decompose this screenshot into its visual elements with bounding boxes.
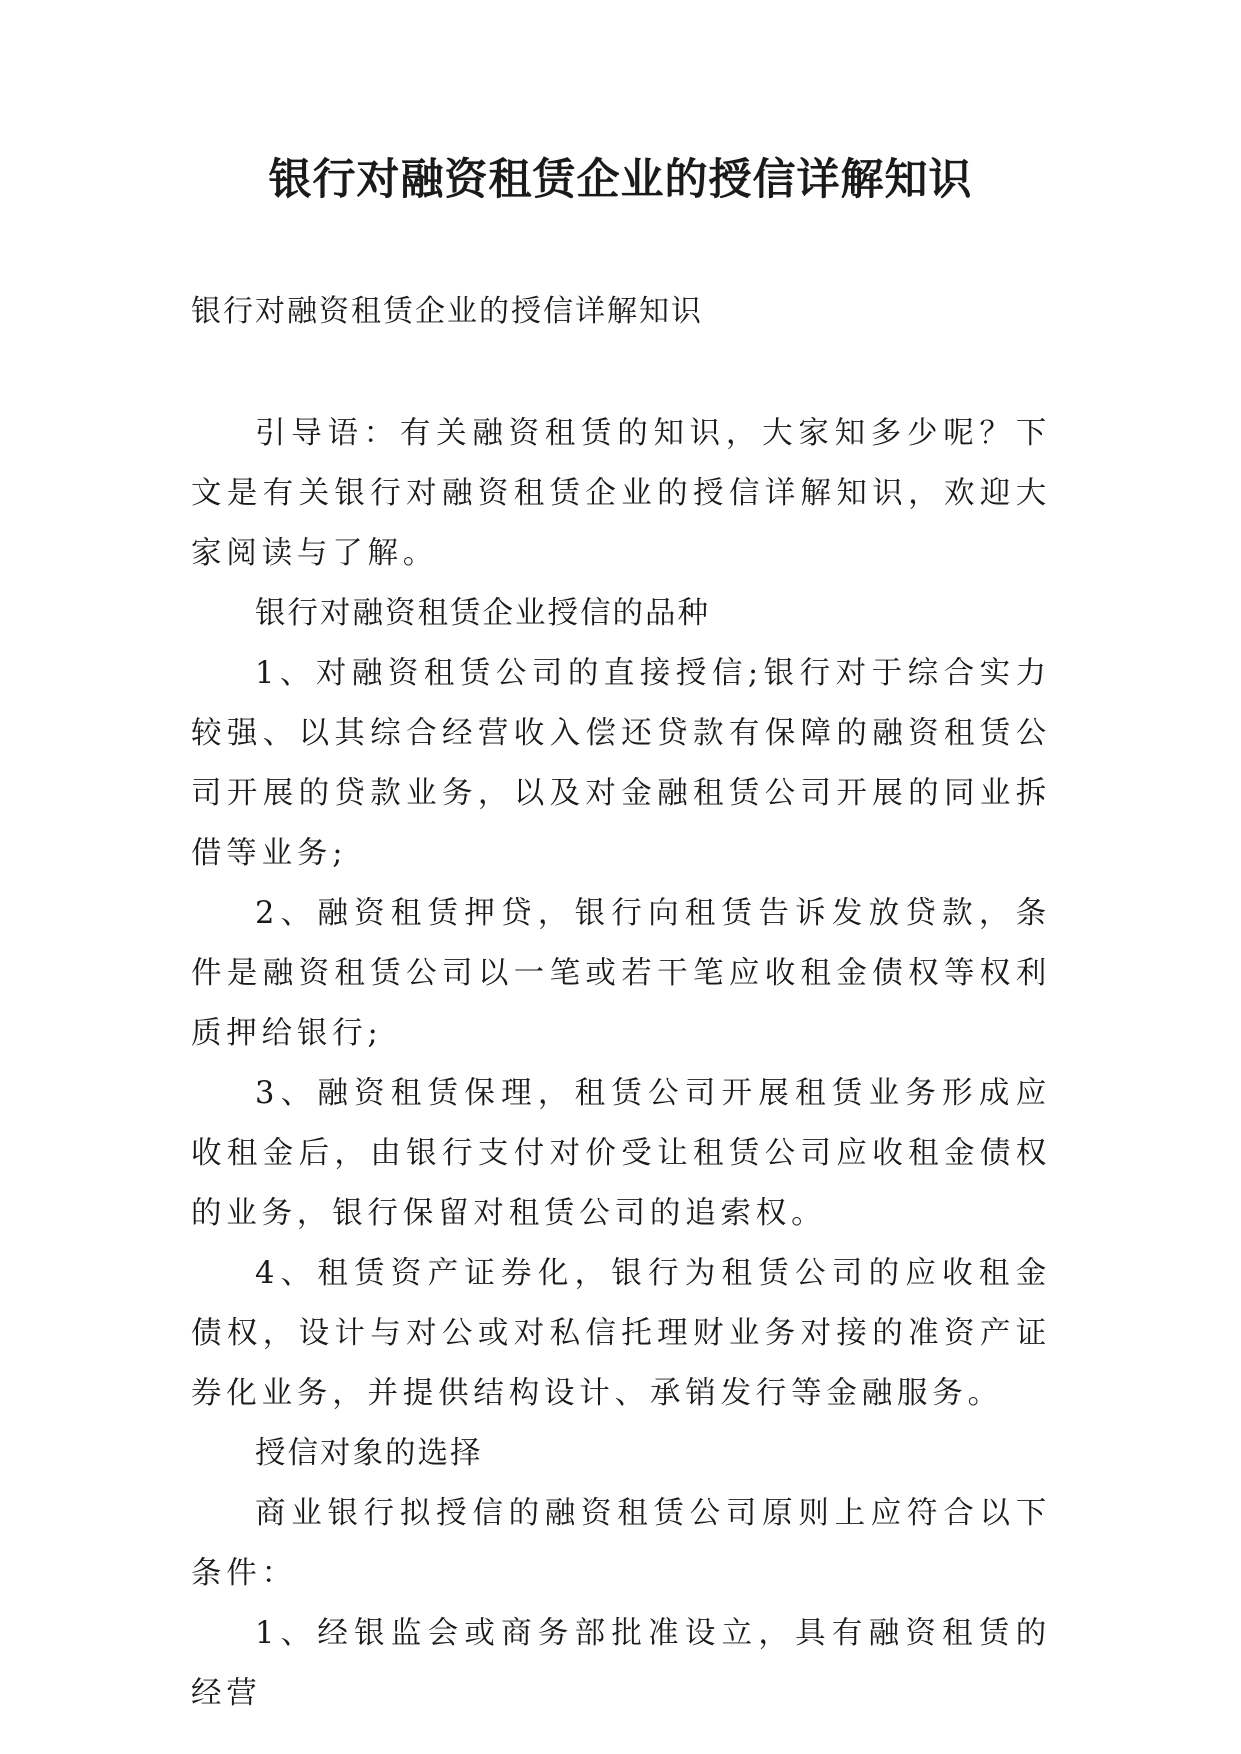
paragraph-target-conditions: 商业银行拟授信的融资租赁公司原则上应符合以下条件： <box>191 1496 1051 1591</box>
document-body <box>191 404 1051 1724</box>
intro-paragraph: 引导语：有关融资租赁的知识，大家知多少呢？下文是有关银行对融资租赁企业的授信详解知识，欢迎大家阅读与了解。 <box>191 416 1051 571</box>
section-heading-credit-target: 授信对象的选择 <box>255 1436 483 1471</box>
document-title: 银行对融资租赁企业的授信详解知识 <box>268 155 973 205</box>
paragraph-lease-securitization: 4、租赁资产证券化，银行为租赁公司的应收租金债权，设计与对公或对私信托理财业务对接的准资产证券化业务，并提供结构设计、承销发行等金融服务。 <box>191 1256 1051 1411</box>
document-subtitle: 银行对融资租赁企业的授信详解知识 <box>191 294 703 329</box>
section-heading-credit-types: 银行对融资租赁企业授信的品种 <box>255 596 710 631</box>
paragraph-direct-credit: 1、对融资租赁公司的直接授信;银行对于综合实力较强、以其综合经营收入偿还贷款有保障的融资租赁公司开展的贷款业务，以及对金融租赁公司开展的同业拆借等业务; <box>191 656 1051 871</box>
paragraph-condition-1: 1、经银监会或商务部批准设立，具有融资租赁的经营 <box>191 1616 1051 1711</box>
paragraph-lease-factoring: 3、融资租赁保理，租赁公司开展租赁业务形成应收租金后，由银行支付对价受让租赁公司应收租金债权的业务，银行保留对租赁公司的追索权。 <box>191 1076 1051 1231</box>
paragraph-lease-pledge-loan: 2、融资租赁押贷，银行向租赁告诉发放贷款，条件是融资租赁公司以一笔或若干笔应收租金债权等权利质押给银行; <box>191 896 1051 1051</box>
